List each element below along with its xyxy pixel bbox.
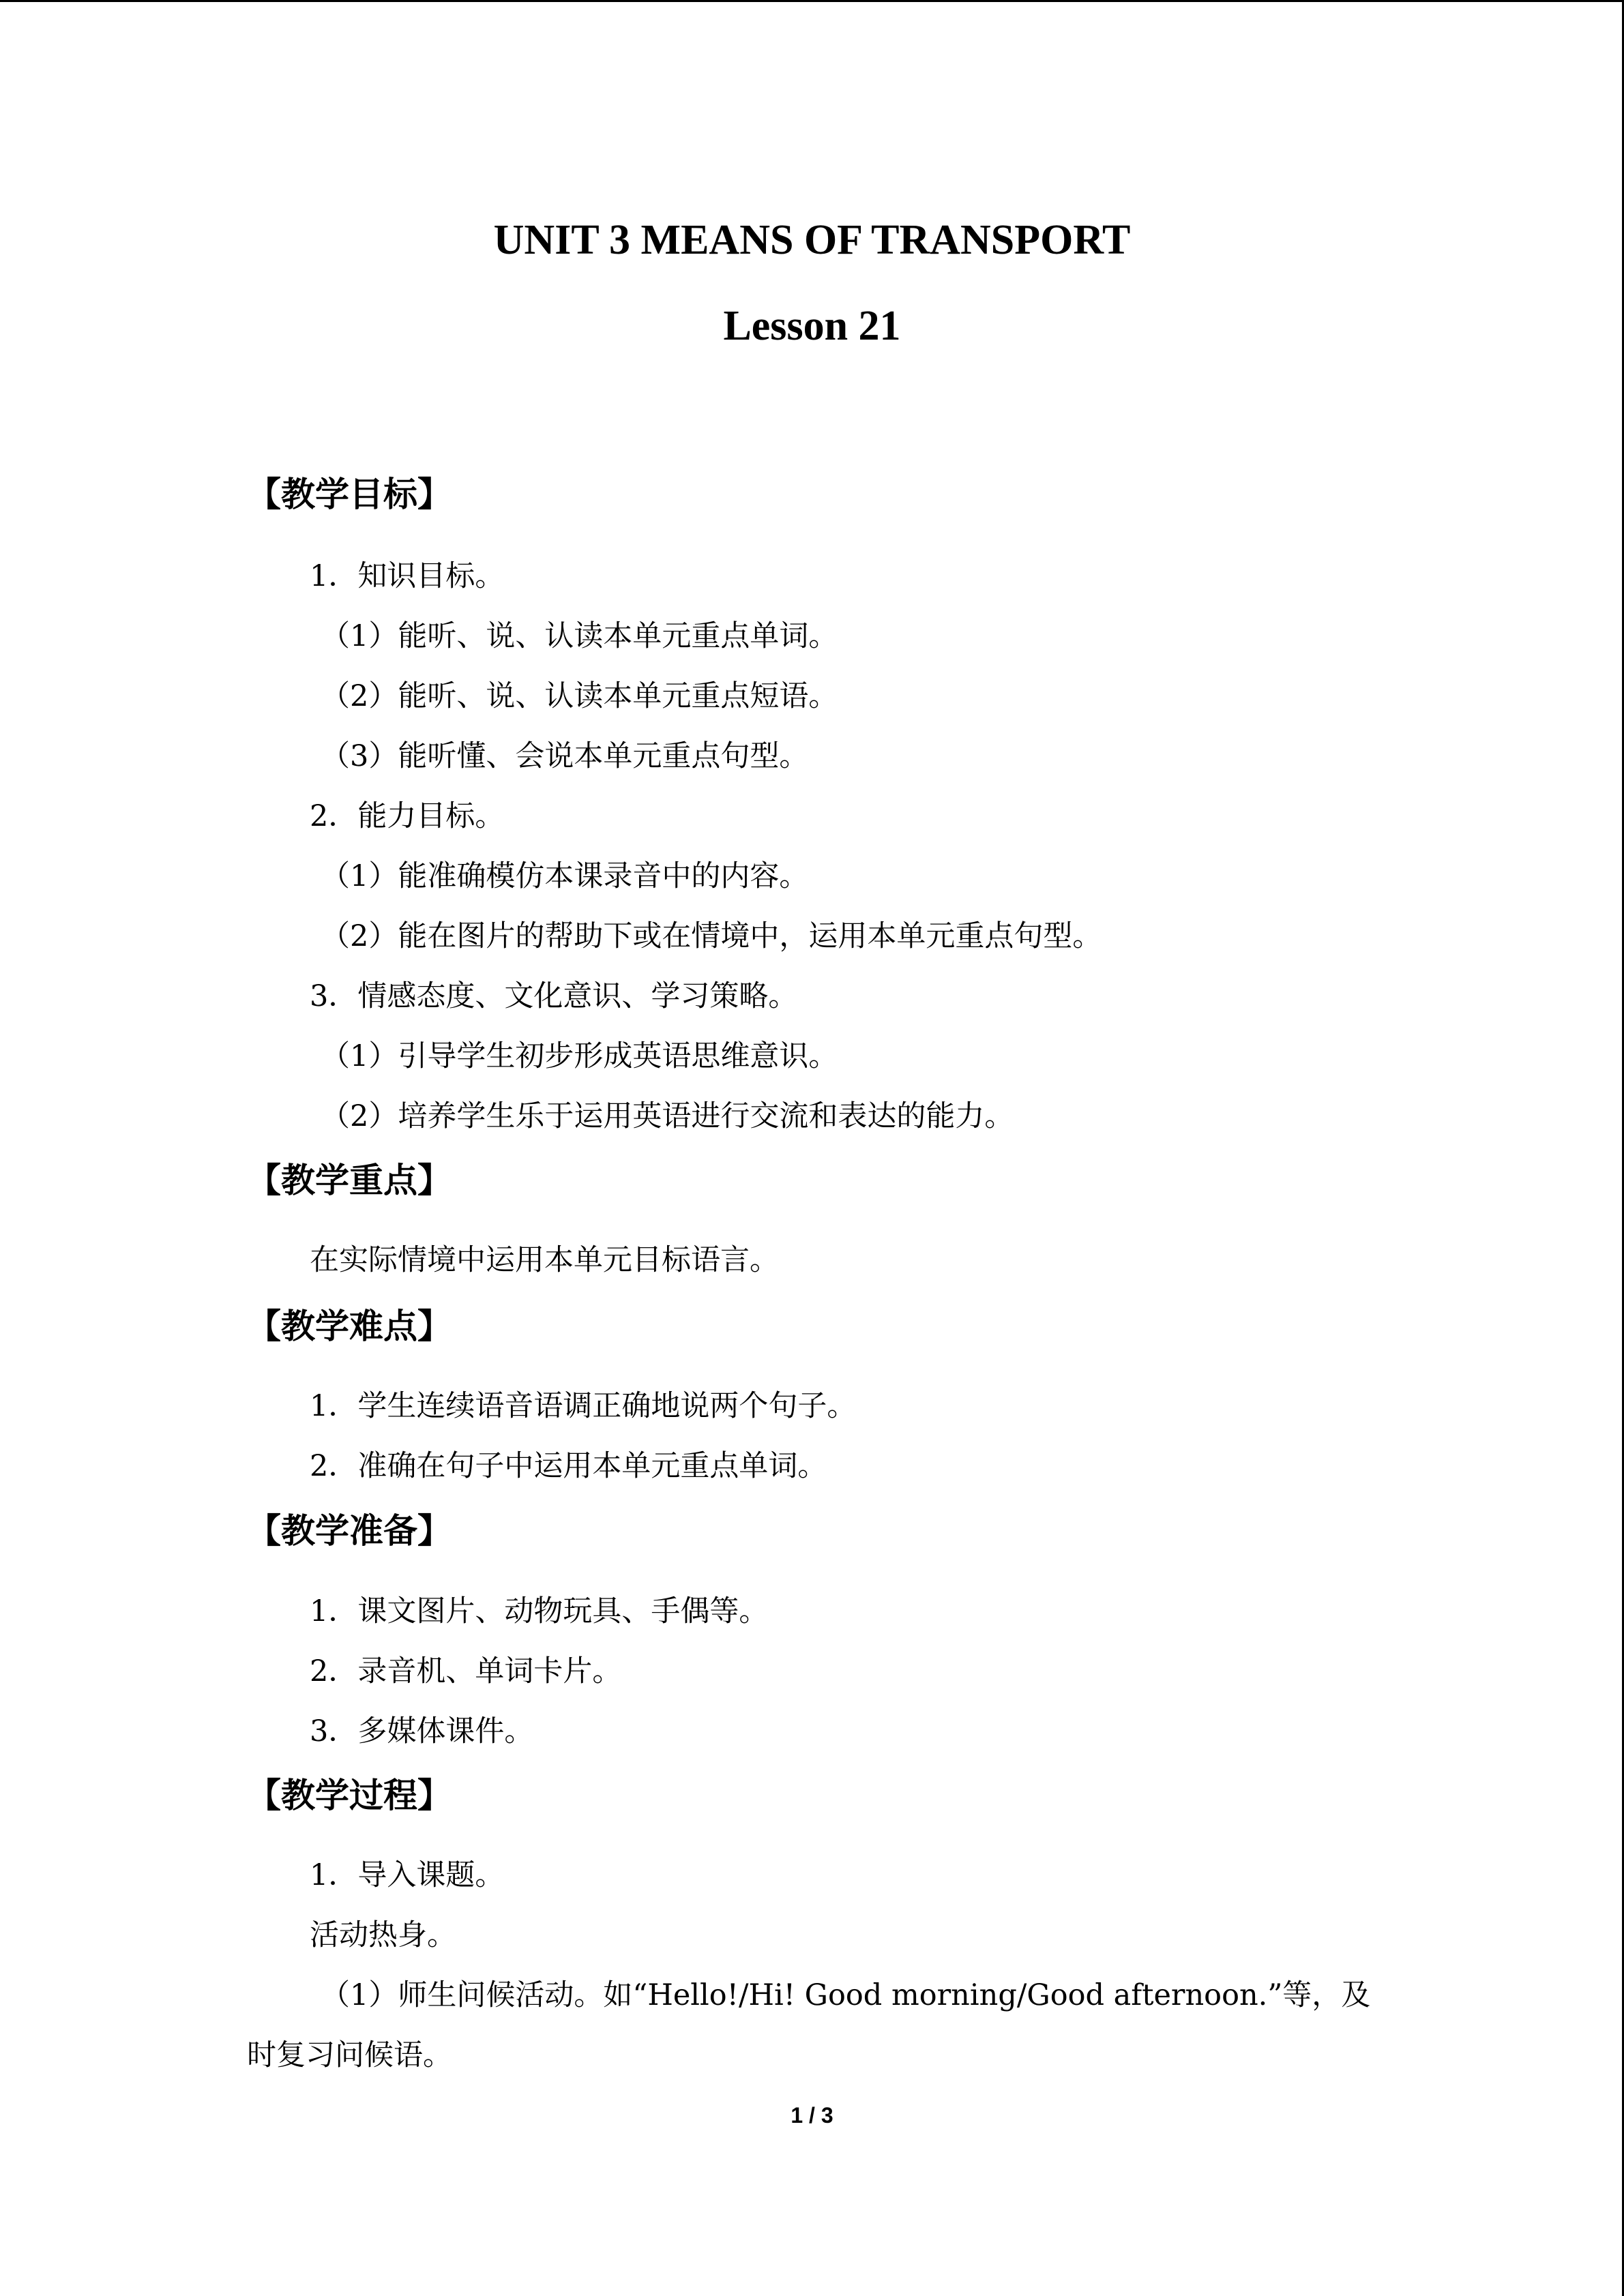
page-border-top [0, 0, 1624, 2]
objectives-line: （1）能听、说、认读本单元重点单词。 [321, 619, 838, 653]
page-number: 1 / 3 [791, 2103, 833, 2128]
process-line: （1）师生问候活动。如“Hello!/Hi! Good morning/Good afternoon.”等，及 [321, 1978, 1371, 2012]
process-line: 时复习问候语。 [247, 2038, 452, 2072]
section-heading-preparation: 【教学准备】 [247, 1511, 452, 1551]
process-line: 活动热身。 [310, 1918, 456, 1952]
preparation-line: 3．多媒体课件。 [310, 1714, 534, 1748]
objectives-line: （2）培养学生乐于运用英语进行交流和表达的能力。 [321, 1099, 1014, 1133]
key-points-line: 在实际情境中运用本单元目标语言。 [310, 1243, 779, 1277]
objectives-line: （3）能听懂、会说本单元重点句型。 [321, 739, 809, 773]
section-heading-key-points: 【教学重点】 [247, 1161, 452, 1200]
objectives-line: （1）引导学生初步形成英语思维意识。 [321, 1039, 838, 1073]
objectives-line: 2．能力目标。 [310, 799, 505, 833]
objectives-line: 1．知识目标。 [310, 559, 505, 593]
section-heading-difficulties: 【教学难点】 [247, 1307, 452, 1346]
objectives-line: （2）能在图片的帮助下或在情境中，运用本单元重点句型。 [321, 919, 1102, 953]
difficulties-line: 1．学生连续语音语调正确地说两个句子。 [310, 1389, 857, 1423]
difficulties-line: 2．准确在句子中运用本单元重点单词。 [310, 1449, 827, 1483]
section-heading-process: 【教学过程】 [247, 1776, 452, 1815]
section-heading-objectives: 【教学目标】 [247, 475, 452, 514]
preparation-line: 1．课文图片、动物玩具、手偶等。 [310, 1594, 769, 1628]
objectives-line: （1）能准确模仿本课录音中的内容。 [321, 859, 809, 893]
preparation-line: 2．录音机、单词卡片。 [310, 1654, 622, 1688]
objectives-line: 3．情感态度、文化意识、学习策略。 [310, 979, 798, 1013]
document-subtitle: Lesson 21 [723, 303, 901, 349]
document-title: UNIT 3 MEANS OF TRANSPORT [493, 217, 1131, 263]
objectives-line: （2）能听、说、认读本单元重点短语。 [321, 679, 838, 713]
process-line: 1．导入课题。 [310, 1858, 505, 1892]
